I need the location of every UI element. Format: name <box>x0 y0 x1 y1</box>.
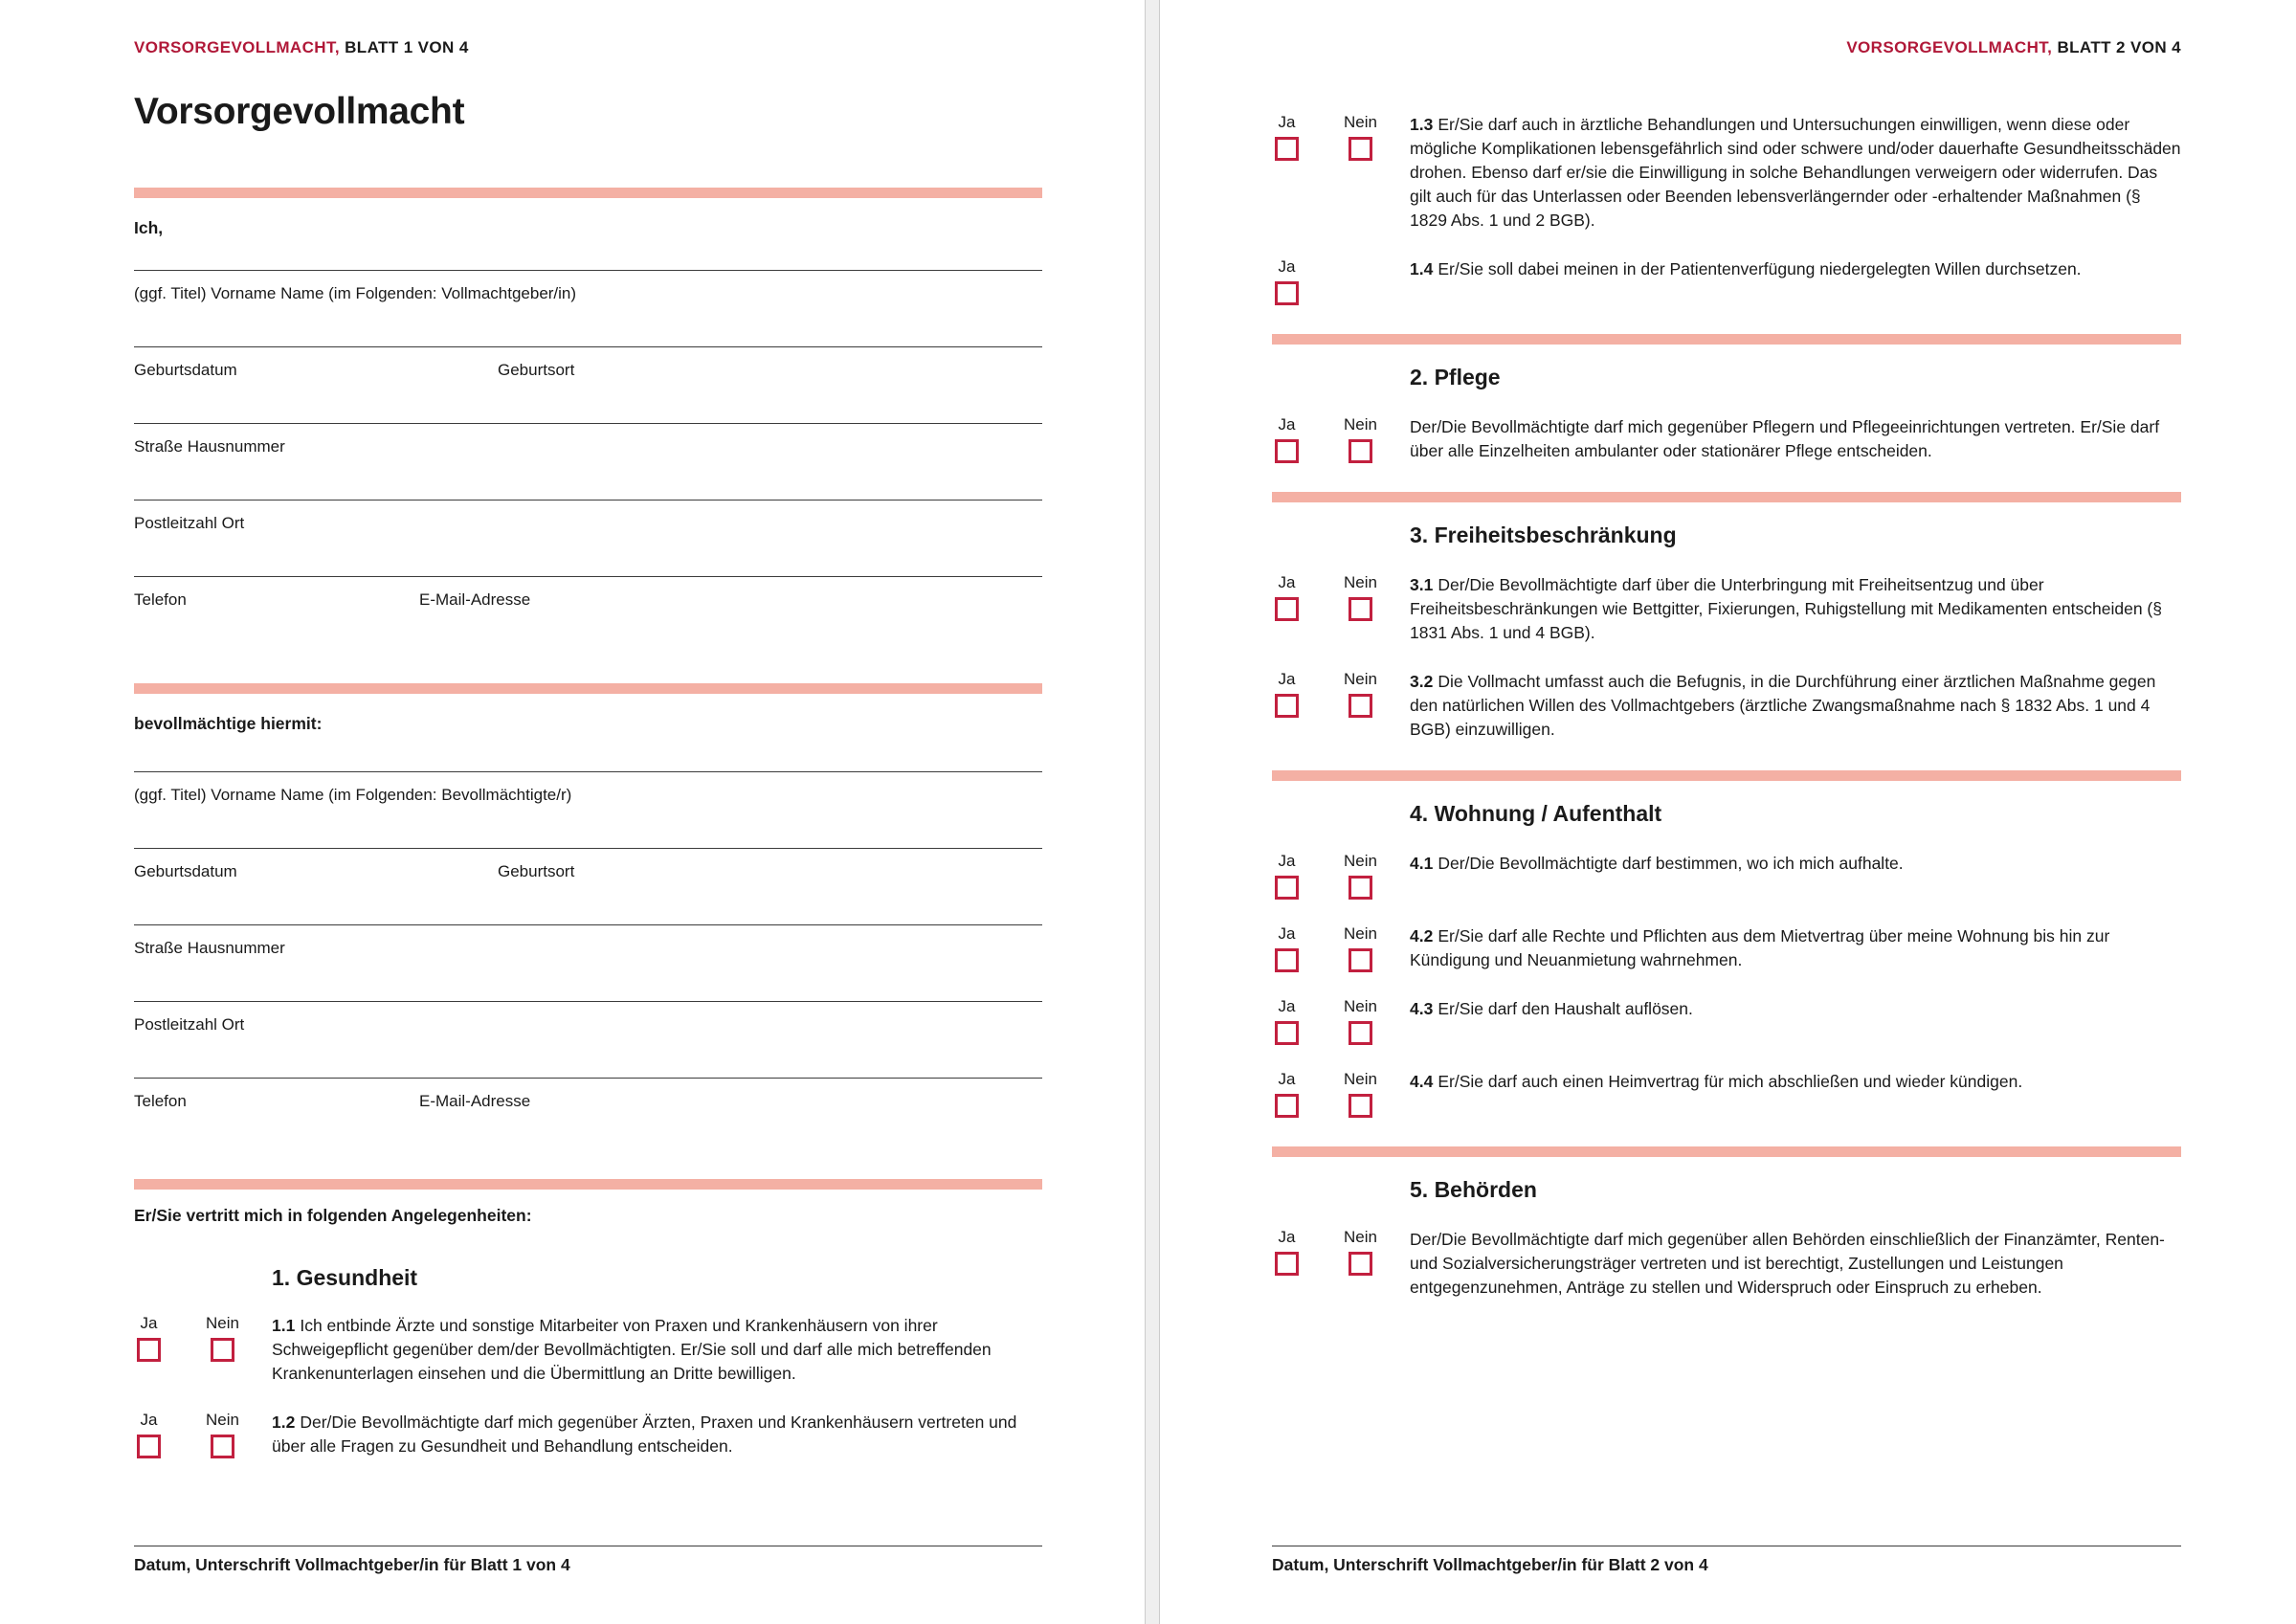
attorney-street-input[interactable] <box>134 882 1042 925</box>
item-body: Ich entbinde Ärzte und sonstige Mitarbeiter von Praxen und Krankenhäusern von ihrer Schweigepflicht gegenüber dem/der Bevollmächtigten. Er/Sie soll und darf alle mich betreffenden Krankenunterlagen einsehen und die Übermittlung an Dritte bewilligen. <box>272 1316 992 1383</box>
field-row-street <box>134 381 1042 457</box>
form-item-pflege <box>1272 415 2181 463</box>
nein-label: Nein <box>1344 670 1377 688</box>
nein-label: Nein <box>1344 852 1377 870</box>
item-text <box>1410 113 2181 233</box>
ja-label: Ja <box>1278 1228 1296 1246</box>
item-text <box>1410 670 2181 742</box>
ja-label: Ja <box>140 1411 158 1429</box>
ja-checkbox[interactable] <box>1275 281 1299 305</box>
ja-option <box>1272 997 1302 1045</box>
nein-checkbox[interactable] <box>1349 597 1372 621</box>
page-title: Vorsorgevollmacht <box>134 91 465 132</box>
nein-label: Nein <box>1344 924 1377 943</box>
field-caption: Geburtsort <box>498 361 575 379</box>
item-body: Der/Die Bevollmächtigte darf mich gegenüber Pflegern und Pflegeeinrichtungen vertreten. Er/Sie darf über alle Einzelheiten ambulanter oder stationärer Pflege entscheiden. <box>1410 417 2160 460</box>
form-item-4-4 <box>1272 1070 2181 1118</box>
page2-running-head <box>1272 38 2181 57</box>
checkbox-column <box>1272 670 1410 718</box>
ja-checkbox[interactable] <box>1275 1094 1299 1118</box>
principal-intro-label: Ich, <box>134 218 164 237</box>
form-item-4-2 <box>1272 924 2181 972</box>
item-number: 1.3 <box>1410 115 1434 134</box>
attorney-birthdate-birthplace-input[interactable] <box>134 806 1042 849</box>
nein-label: Nein <box>1344 415 1377 434</box>
nein-option <box>1346 670 1375 718</box>
checkbox-column <box>1272 113 1410 161</box>
running-head-sheet: BLATT 1 VON 4 <box>345 38 469 56</box>
item-text <box>1410 997 2181 1021</box>
item-text <box>272 1411 1042 1458</box>
field-row-zip-city <box>134 959 1042 1035</box>
page-gutter <box>1145 0 1160 1624</box>
item-body: Er/Sie darf alle Rechte und Pflichten aus dem Mietvertrag über meine Wohnung bis hin zur Kündigung und Neuanmietung wahrnehmen. <box>1410 926 2110 969</box>
ja-option <box>134 1411 164 1458</box>
ja-option <box>1272 1070 1302 1118</box>
nein-option <box>1346 573 1375 621</box>
ja-label: Ja <box>1278 924 1296 943</box>
matters-intro-label: Er/Sie vertritt mich in folgenden Angelegenheiten: <box>134 1206 532 1225</box>
section-divider-bar <box>134 188 1042 198</box>
ja-label: Ja <box>1278 257 1296 276</box>
page-1 <box>0 0 1145 1624</box>
ja-option <box>1272 257 1302 305</box>
page1-footer <box>134 1514 1042 1575</box>
checkbox-column <box>1272 415 1410 463</box>
ja-checkbox[interactable] <box>1275 1021 1299 1045</box>
section-divider-bar <box>1272 492 2181 502</box>
form-item-3-1 <box>1272 573 2181 645</box>
field-row-name <box>134 734 1042 806</box>
ja-label: Ja <box>1278 852 1296 870</box>
ja-option <box>1272 670 1302 718</box>
nein-checkbox[interactable] <box>1349 439 1372 463</box>
field-row-street <box>134 882 1042 959</box>
ja-label: Ja <box>1278 1070 1296 1088</box>
item-body: Der/Die Bevollmächtigte darf mich gegenüber Ärzten, Praxen und Krankenhäusern vertreten und über alle Fragen zu Gesundheit und Behandlung entscheiden. <box>272 1413 1017 1456</box>
item-number: 1.2 <box>272 1413 296 1432</box>
field-caption: Straße Hausnummer <box>134 939 285 957</box>
nein-checkbox[interactable] <box>1349 876 1372 900</box>
ja-label: Ja <box>1278 415 1296 434</box>
nein-checkbox[interactable] <box>1349 694 1372 718</box>
principal-phone-email-input[interactable] <box>134 534 1042 577</box>
ja-checkbox[interactable] <box>1275 439 1299 463</box>
checkbox-column <box>134 1314 272 1362</box>
ja-label: Ja <box>1278 670 1296 688</box>
form-item-behoerden <box>1272 1228 2181 1300</box>
item-text <box>1410 1228 2181 1300</box>
nein-label: Nein <box>206 1314 239 1332</box>
checkbox-column <box>1272 997 1410 1045</box>
section-heading-gesundheit: 1. Gesundheit <box>272 1265 418 1290</box>
field-caption: E-Mail-Adresse <box>419 1092 531 1110</box>
nein-option <box>1346 852 1375 900</box>
nein-option <box>1346 924 1375 972</box>
ja-checkbox[interactable] <box>137 1435 161 1458</box>
field-row-phone-email <box>134 1035 1042 1112</box>
section-divider-bar <box>1272 334 2181 345</box>
nein-label: Nein <box>1344 1070 1377 1088</box>
ja-checkbox[interactable] <box>1275 1252 1299 1276</box>
ja-option <box>134 1314 164 1362</box>
ja-option <box>1272 852 1302 900</box>
field-caption: Geburtsort <box>498 862 575 880</box>
ja-checkbox[interactable] <box>1275 876 1299 900</box>
ja-option <box>1272 573 1302 621</box>
nein-option <box>208 1411 237 1458</box>
nein-checkbox[interactable] <box>1349 137 1372 161</box>
nein-option <box>208 1314 237 1362</box>
item-number: 4.4 <box>1410 1072 1434 1091</box>
attorney-phone-email-input[interactable] <box>134 1035 1042 1079</box>
principal-street-input[interactable] <box>134 381 1042 424</box>
field-caption: Postleitzahl Ort <box>134 514 245 532</box>
field-caption: Geburtsdatum <box>134 361 237 379</box>
item-text <box>1410 852 2181 876</box>
nein-label: Nein <box>1344 1228 1377 1246</box>
item-body: Er/Sie darf auch einen Heimvertrag für mich abschließen und wieder kündigen. <box>1438 1072 2023 1091</box>
field-caption: E-Mail-Adresse <box>419 590 531 609</box>
form-item-4-3 <box>1272 997 2181 1045</box>
checkbox-column <box>1272 924 1410 972</box>
checkbox-column <box>1272 573 1410 621</box>
item-number: 3.2 <box>1410 672 1434 691</box>
field-caption: (ggf. Titel) Vorname Name (im Folgenden: Vollmachtgeber/in) <box>134 284 577 302</box>
nein-option <box>1346 1228 1375 1276</box>
section-heading-pflege: 2. Pflege <box>1410 365 1501 389</box>
nein-option <box>1346 113 1375 161</box>
item-body: Der/Die Bevollmächtigte darf mich gegenüber allen Behörden einschließlich der Finanzämter, Renten- und Sozialversicherungsträger vertreten und ist berechtigt, Zustellungen und Leistungen entgegenzunehmen, Anträge zu stellen und Widerspruch oder Einspruch zu erheben. <box>1410 1230 2165 1297</box>
ja-option <box>1272 924 1302 972</box>
field-row-zip-city <box>134 457 1042 534</box>
page1-running-head <box>134 38 1042 57</box>
ja-checkbox[interactable] <box>1275 948 1299 972</box>
form-item-3-2 <box>1272 670 2181 742</box>
field-row-name <box>134 238 1042 304</box>
running-head-brand: VORSORGEVOLLMACHT, <box>1846 38 2053 56</box>
form-item-4-1 <box>1272 852 2181 900</box>
ja-label: Ja <box>1278 113 1296 131</box>
nein-label: Nein <box>1344 997 1377 1015</box>
page2-footer <box>1272 1514 2181 1575</box>
section-divider-bar <box>1272 770 2181 781</box>
item-body: Er/Sie darf auch in ärztliche Behandlungen und Untersuchungen einwilligen, wenn diese oder mögliche Komplikationen lebensgefährlich sind oder schwere und/oder dauerhafte Gesundheitsschäden drohen. Ebenso darf er/sie die Einwilligung in solche Behandlungen verweigern oder widerrufen. Das gilt auch für das Unterlassen oder Beenden lebensverlängernder oder -erhaltender Maßnahmen (§ 1829 Abs. 1 und 2 BGB). <box>1410 115 2181 230</box>
running-head-brand: VORSORGEVOLLMACHT, <box>134 38 340 56</box>
attorney-block <box>134 713 1042 1112</box>
nein-option <box>1346 415 1375 463</box>
nein-checkbox[interactable] <box>1349 1252 1372 1276</box>
form-item-1-3 <box>1272 113 2181 233</box>
item-body: Er/Sie soll dabei meinen in der Patientenverfügung niedergelegten Willen durchsetzen. <box>1438 259 2082 278</box>
ja-option <box>1272 1228 1302 1276</box>
nein-checkbox[interactable] <box>211 1338 234 1362</box>
attorney-zip-city-input[interactable] <box>134 959 1042 1002</box>
item-number: 1.4 <box>1410 259 1434 278</box>
field-caption: Telefon <box>134 590 187 609</box>
form-item-1-2 <box>134 1411 1042 1458</box>
section-heading-behoerden: 5. Behörden <box>1410 1177 1537 1202</box>
item-number: 1.1 <box>272 1316 296 1335</box>
ja-option <box>1272 415 1302 463</box>
nein-label: Nein <box>1344 113 1377 131</box>
item-number: 4.3 <box>1410 999 1434 1018</box>
field-row-birth <box>134 304 1042 381</box>
field-caption: Geburtsdatum <box>134 862 237 880</box>
nein-option <box>1346 997 1375 1045</box>
attorney-intro-label: bevollmächtige hiermit: <box>134 714 323 733</box>
ja-label: Ja <box>1278 997 1296 1015</box>
item-number: 4.2 <box>1410 926 1434 945</box>
signature-date-field[interactable] <box>1272 1514 2181 1546</box>
ja-checkbox[interactable] <box>137 1338 161 1362</box>
ja-label: Ja <box>1278 573 1296 591</box>
item-text <box>272 1314 1042 1386</box>
item-body: Die Vollmacht umfasst auch die Befugnis, in die Durchführung einer ärztlichen Maßnahme gegen den natürlichen Willen des Vollmachtgebers (ärztliche Zwangsmaßnahme nach § 1832 Abs. 1 und 4 BGB) einzuwilligen. <box>1410 672 2156 739</box>
item-body: Der/Die Bevollmächtigte darf bestimmen, wo ich mich aufhalte. <box>1438 854 1904 873</box>
checkbox-column <box>1272 1070 1410 1118</box>
nein-label: Nein <box>206 1411 239 1429</box>
section-divider-bar <box>134 1179 1042 1190</box>
field-row-birth <box>134 806 1042 882</box>
section-heading-freiheitsbeschraenkung: 3. Freiheitsbeschränkung <box>1410 523 1677 547</box>
nein-checkbox[interactable] <box>211 1435 234 1458</box>
checkbox-column <box>1272 257 1410 305</box>
nein-checkbox[interactable] <box>1349 948 1372 972</box>
checkbox-column <box>1272 852 1410 900</box>
attorney-name-input[interactable] <box>134 734 1042 772</box>
field-caption: Straße Hausnummer <box>134 437 285 456</box>
principal-zip-city-input[interactable] <box>134 457 1042 501</box>
item-number: 3.1 <box>1410 575 1434 594</box>
form-item-1-4 <box>1272 257 2181 305</box>
ja-checkbox[interactable] <box>1275 137 1299 161</box>
principal-block <box>134 217 1042 611</box>
item-body: Der/Die Bevollmächtigte darf über die Unterbringung mit Freiheitsentzug und über Freiheitsbeschränkungen wie Bettgitter, Fixierungen, Ruhigstellung mit Medikamenten entscheiden (§ 1831 Abs. 1 und 4 BGB). <box>1410 575 2162 642</box>
section-divider-bar <box>1272 1146 2181 1157</box>
page-2 <box>1160 0 2296 1624</box>
item-number: 4.1 <box>1410 854 1434 873</box>
item-text <box>1410 415 2181 463</box>
section-divider-bar <box>134 683 1042 694</box>
nein-checkbox[interactable] <box>1349 1094 1372 1118</box>
item-text <box>1410 924 2181 972</box>
nein-checkbox[interactable] <box>1349 1021 1372 1045</box>
principal-name-input[interactable] <box>134 238 1042 271</box>
field-caption: Postleitzahl Ort <box>134 1015 245 1034</box>
ja-option <box>1272 113 1302 161</box>
item-text <box>1410 573 2181 645</box>
ja-checkbox[interactable] <box>1275 694 1299 718</box>
principal-birthdate-birthplace-input[interactable] <box>134 304 1042 347</box>
ja-checkbox[interactable] <box>1275 597 1299 621</box>
nein-option <box>1346 1070 1375 1118</box>
running-head-sheet: BLATT 2 VON 4 <box>2057 38 2181 56</box>
field-caption: Telefon <box>134 1092 187 1110</box>
checkbox-column <box>1272 1228 1410 1276</box>
field-caption: (ggf. Titel) Vorname Name (im Folgenden: Bevollmächtigte/r) <box>134 786 572 804</box>
ja-label: Ja <box>140 1314 158 1332</box>
section-heading-wohnung-aufenthalt: 4. Wohnung / Aufenthalt <box>1410 801 1662 826</box>
nein-label: Nein <box>1344 573 1377 591</box>
checkbox-column <box>134 1411 272 1458</box>
item-body: Er/Sie darf den Haushalt auflösen. <box>1438 999 1693 1018</box>
item-text <box>1410 257 2181 281</box>
item-text <box>1410 1070 2181 1094</box>
footer-label: Datum, Unterschrift Vollmachtgeber/in für Blatt 1 von 4 <box>134 1555 570 1574</box>
footer-label: Datum, Unterschrift Vollmachtgeber/in für Blatt 2 von 4 <box>1272 1555 1708 1574</box>
field-row-phone-email <box>134 534 1042 611</box>
signature-date-field[interactable] <box>134 1514 1042 1546</box>
form-item-1-1 <box>134 1314 1042 1386</box>
